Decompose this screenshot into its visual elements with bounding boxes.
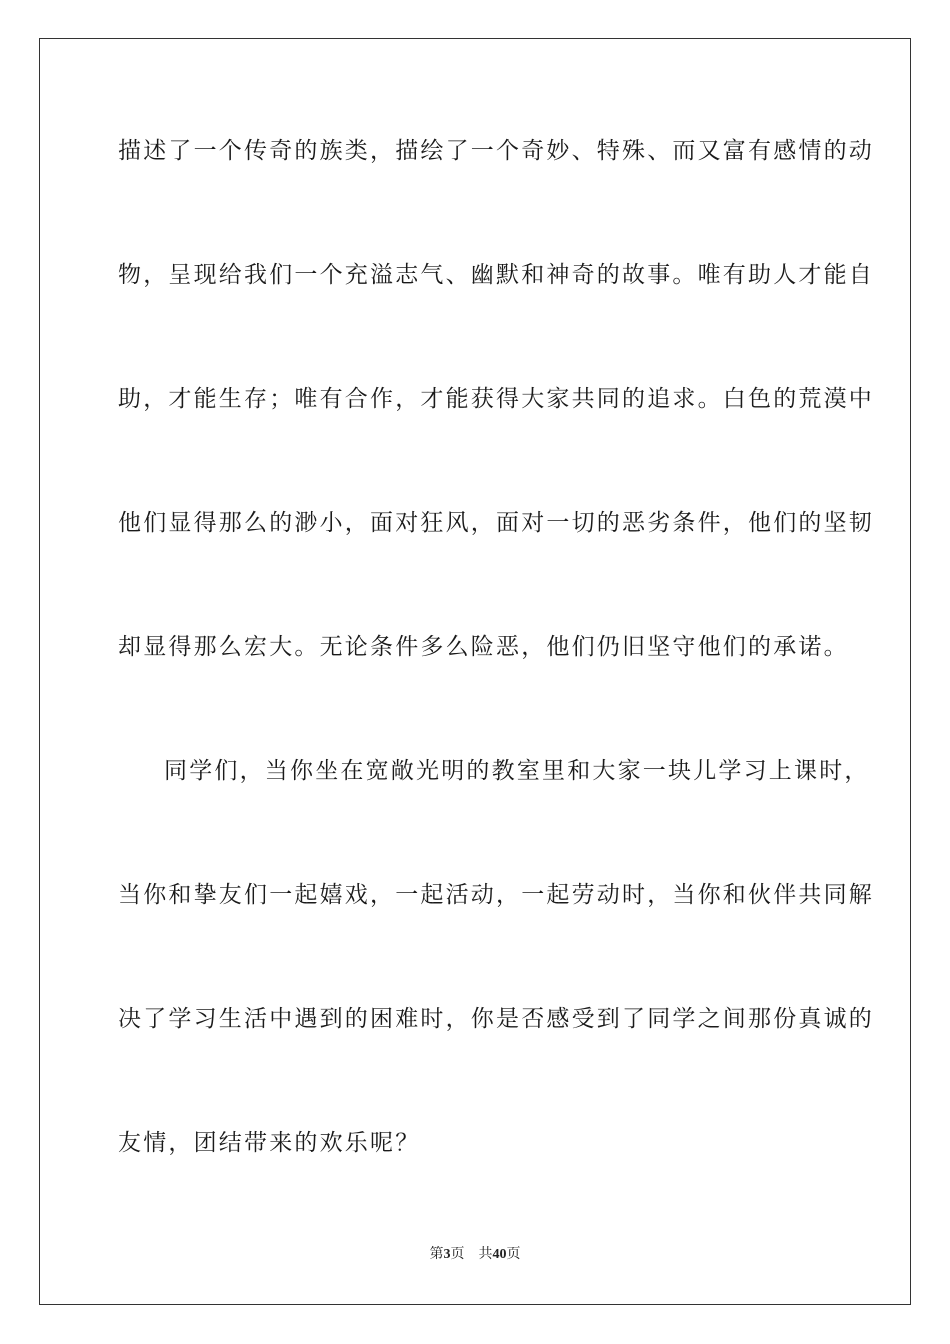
body-text-line: 助，才能生存；唯有合作，才能获得大家共同的追求。白色的荒漠中 [118, 386, 874, 412]
page-footer [0, 1246, 950, 1264]
total-prefix: 共 [478, 1247, 493, 1262]
page-border [39, 38, 911, 1305]
body-text-line: 描述了一个传奇的族类，描绘了一个奇妙、特殊、而又富有感情的动 [118, 138, 874, 164]
paragraph-start-line: 同学们，当你坐在宽敞光明的教室里和大家一块儿学习上课时， [164, 758, 870, 784]
body-text-line: 当你和挚友们一起嬉戏，一起活动，一起劳动时，当你和伙伴共同解 [118, 882, 874, 908]
page-prefix: 第 [429, 1247, 444, 1262]
total-pages: 40 [492, 1247, 507, 1262]
body-text-line: 物，呈现给我们一个充溢志气、幽默和神奇的故事。唯有助人才能自 [118, 262, 874, 288]
body-text-line: 却显得那么宏大。无论条件多么险恶，他们仍旧坚守他们的承诺。 [118, 634, 849, 660]
page-number: 3 [443, 1247, 451, 1262]
body-text-line: 友情，团结带来的欢乐呢？ [118, 1130, 421, 1156]
total-suffix: 页 [506, 1247, 521, 1262]
page-suffix: 页 [450, 1247, 465, 1262]
body-text-line: 决了学习生活中遇到的困难时，你是否感受到了同学之间那份真诚的 [118, 1006, 874, 1032]
body-text-line: 他们显得那么的渺小，面对狂风，面对一切的恶劣条件，他们的坚韧 [118, 510, 874, 536]
